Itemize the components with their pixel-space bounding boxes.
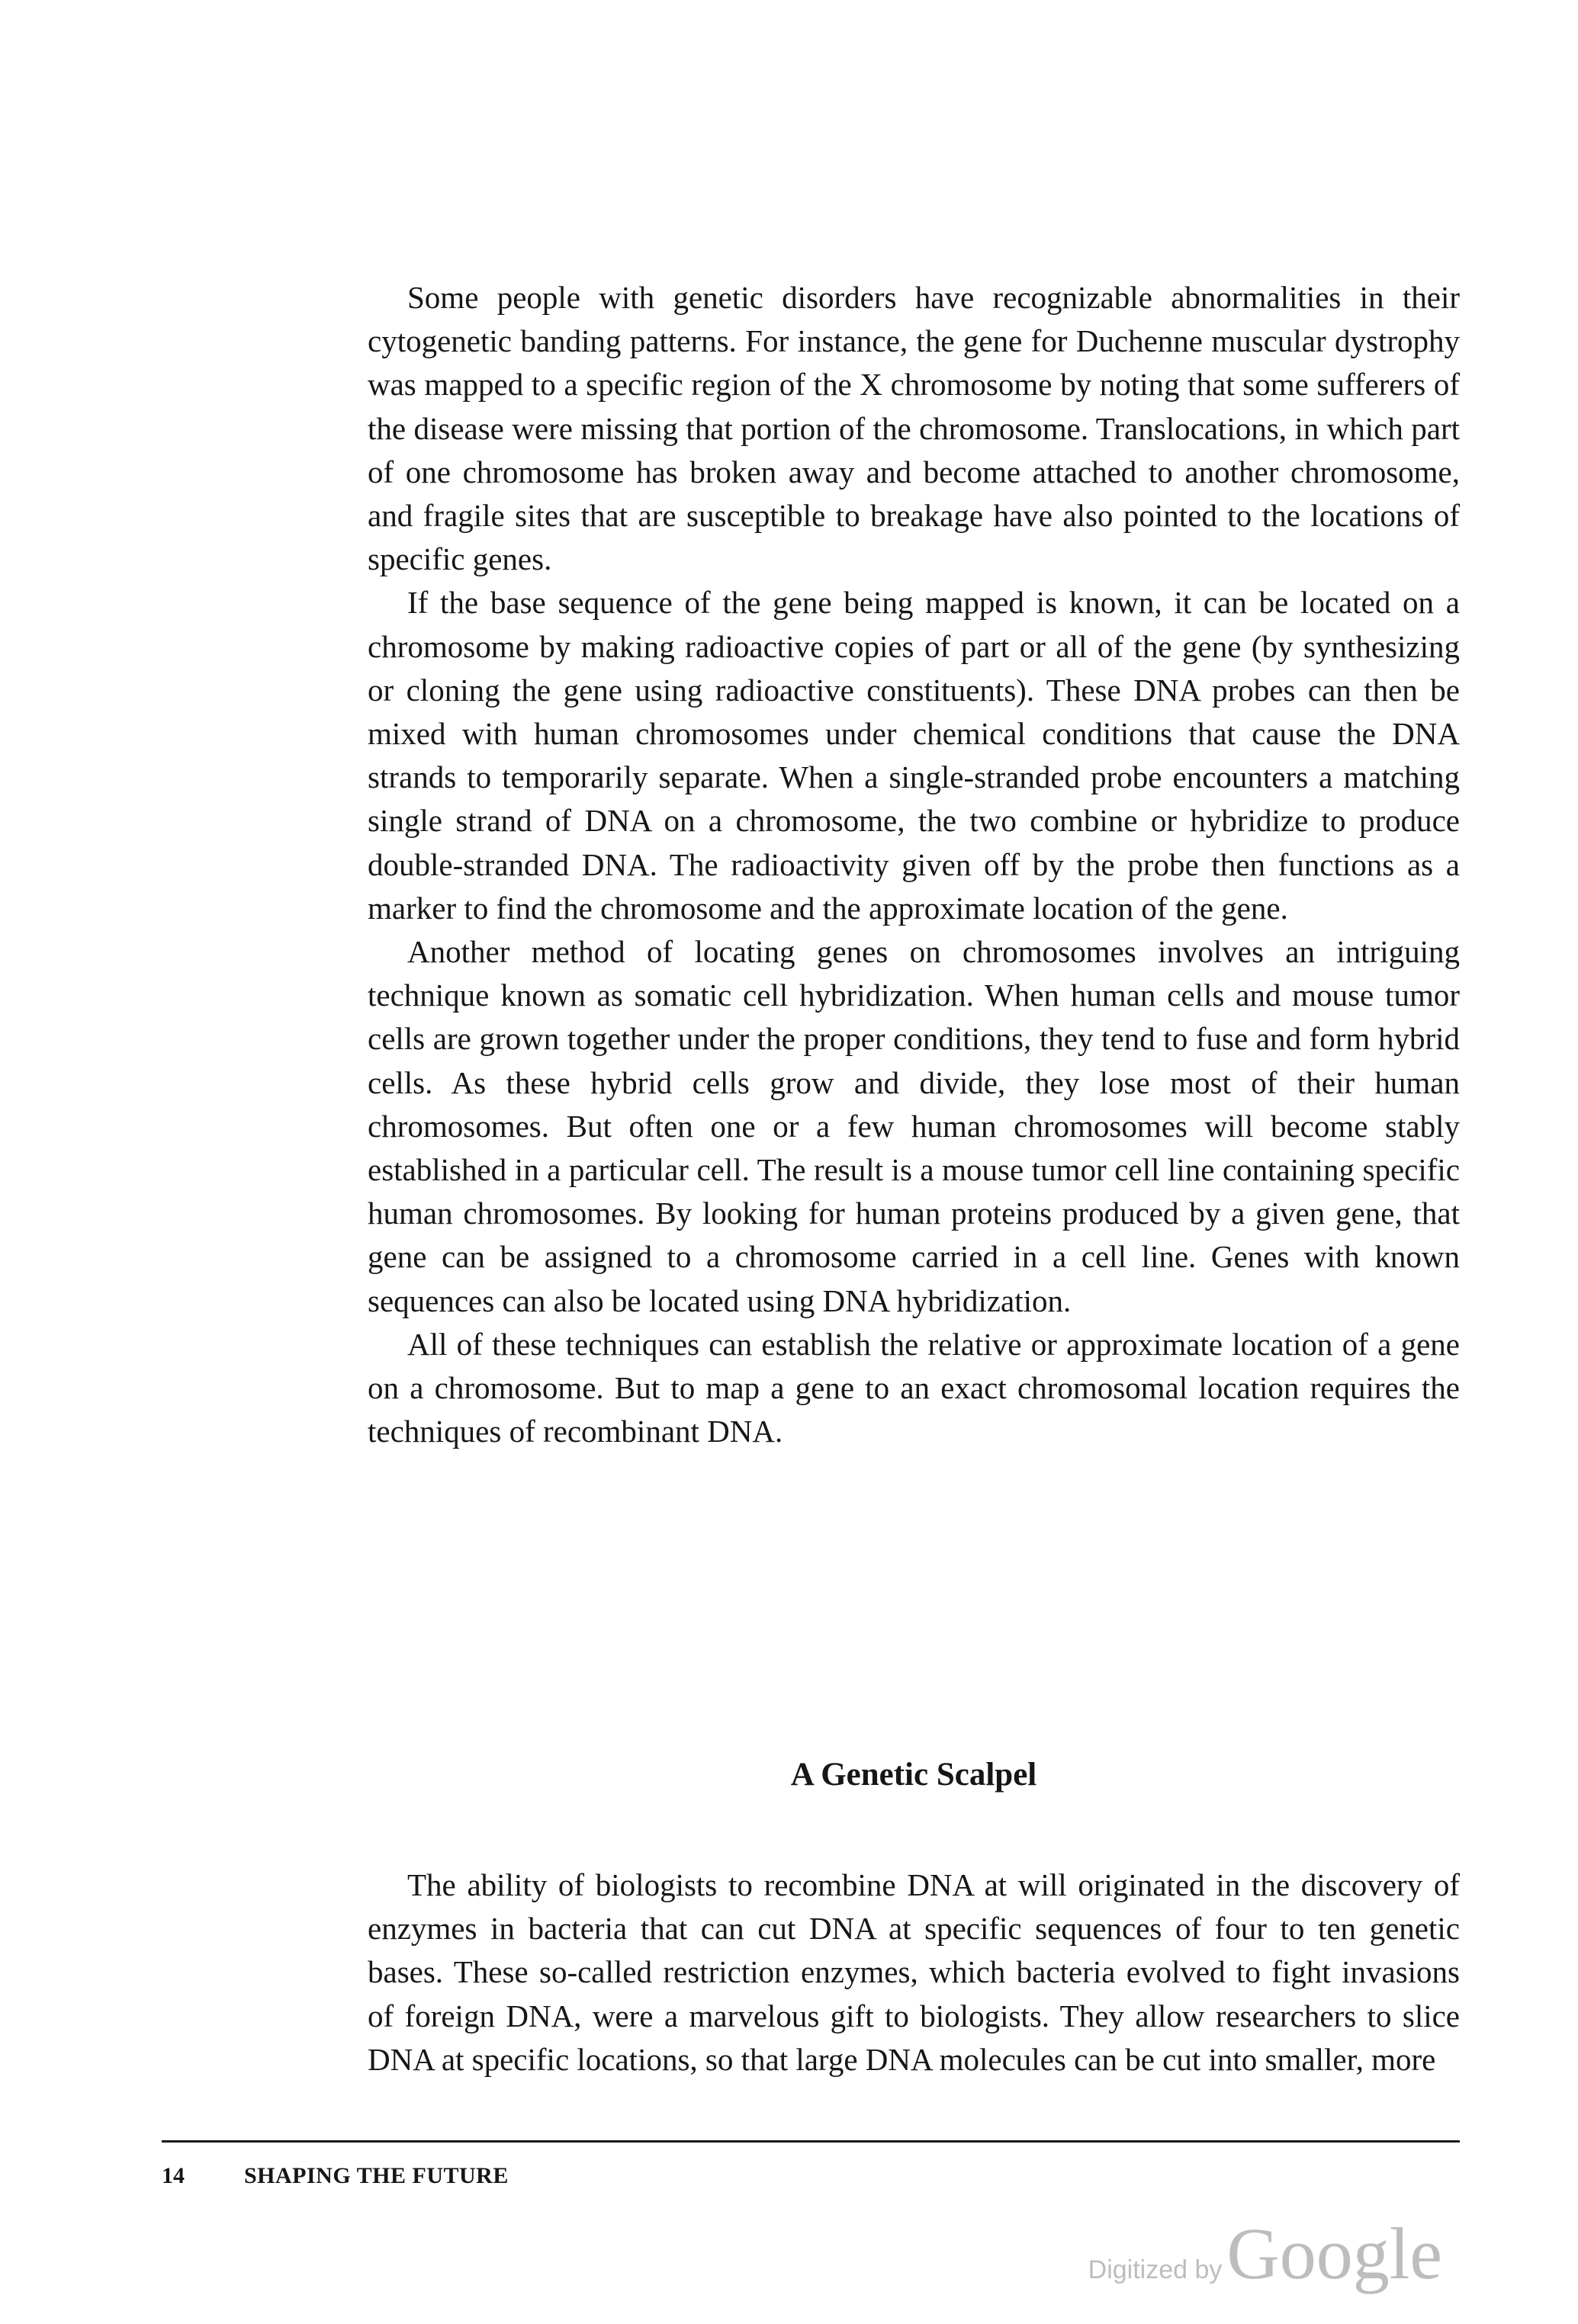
paragraph-somatic-cell-hybridization: Another method of locating genes on chromosomes involves an intriguing technique known as somatic cell hybridization. When human cells and mouse tumor cells are grown together under the proper conditions, they tend to fuse and form hybrid cells. As these hybrid cells grow and divide, they lose most of their human chromosomes. But often one or a few human chromosomes will become stably established in a particular cell. The result is a mouse tumor cell line containing specific human chromosomes. By looking for human proteins produced by a given gene, that gene can be assigned to a chromosome carried in a cell line. Genes with known sequences can also be located using DNA hybridization. bbox=[368, 934, 1460, 1318]
watermark-prefix: Digitized by bbox=[1088, 2255, 1223, 2284]
paragraph-dna-probes: If the base sequence of the gene being mapped is known, it can be located on a chromosome by making radioactive copies of part or all of the gene (by synthesizing or cloning the gene using radioactive constituents). These DNA probes can then be mixed with human chromosomes under chemical conditions that cause the DNA strands to temporarily separate. When a single-stranded probe encounters a matching single strand of DNA on a chromosome, the two combine or hybridize to produce double-stranded DNA. The radioactivity given off by the probe then functions as a marker to find the chromosome and the approximate location of the gene. bbox=[368, 585, 1460, 926]
body-text-upper bbox=[368, 276, 1460, 1453]
google-logo: Google bbox=[1226, 2213, 1442, 2294]
paragraph-recombinant-dna-intro: All of these techniques can establish the relative or approximate location of a gene on a chromosome. But to map a gene to an exact chromosomal location requires the techniques of recombinant DNA. bbox=[368, 1326, 1460, 1449]
footer-rule bbox=[162, 2140, 1460, 2143]
digitization-watermark bbox=[1088, 2211, 1442, 2303]
section-heading: A Genetic Scalpel bbox=[790, 1757, 1037, 1793]
running-title: SHAPING THE FUTURE bbox=[244, 2163, 509, 2188]
paragraph-cytogenetic-banding: Some people with genetic disorders have recognizable abnormalities in their cytogenetic banding patterns. For instance, the gene for Duchenne muscular dystrophy was mapped to a specific region of the X chromosome by noting that some sufferers of the disease were missing that portion of the chromosome. Translocations, in which part of one chromosome has broken away and become attached to another chromosome, and fragile sites that are susceptible to breakage have also pointed to the locations of specific genes. bbox=[368, 280, 1460, 577]
page-number: 14 bbox=[162, 2163, 185, 2188]
body-text-lower bbox=[368, 1863, 1460, 2082]
paragraph-restriction-enzymes: The ability of biologists to recombine DNA at will originated in the discovery of enzymes in bacteria that can cut DNA at specific sequences of four to ten genetic bases. These so-called restriction enzymes, which bacteria evolved to fight invasions of foreign DNA, were a marvelous gift to biologists. They allow researchers to slice DNA at specific locations, so that large DNA molecules can be cut into smaller, more bbox=[368, 1867, 1460, 2077]
